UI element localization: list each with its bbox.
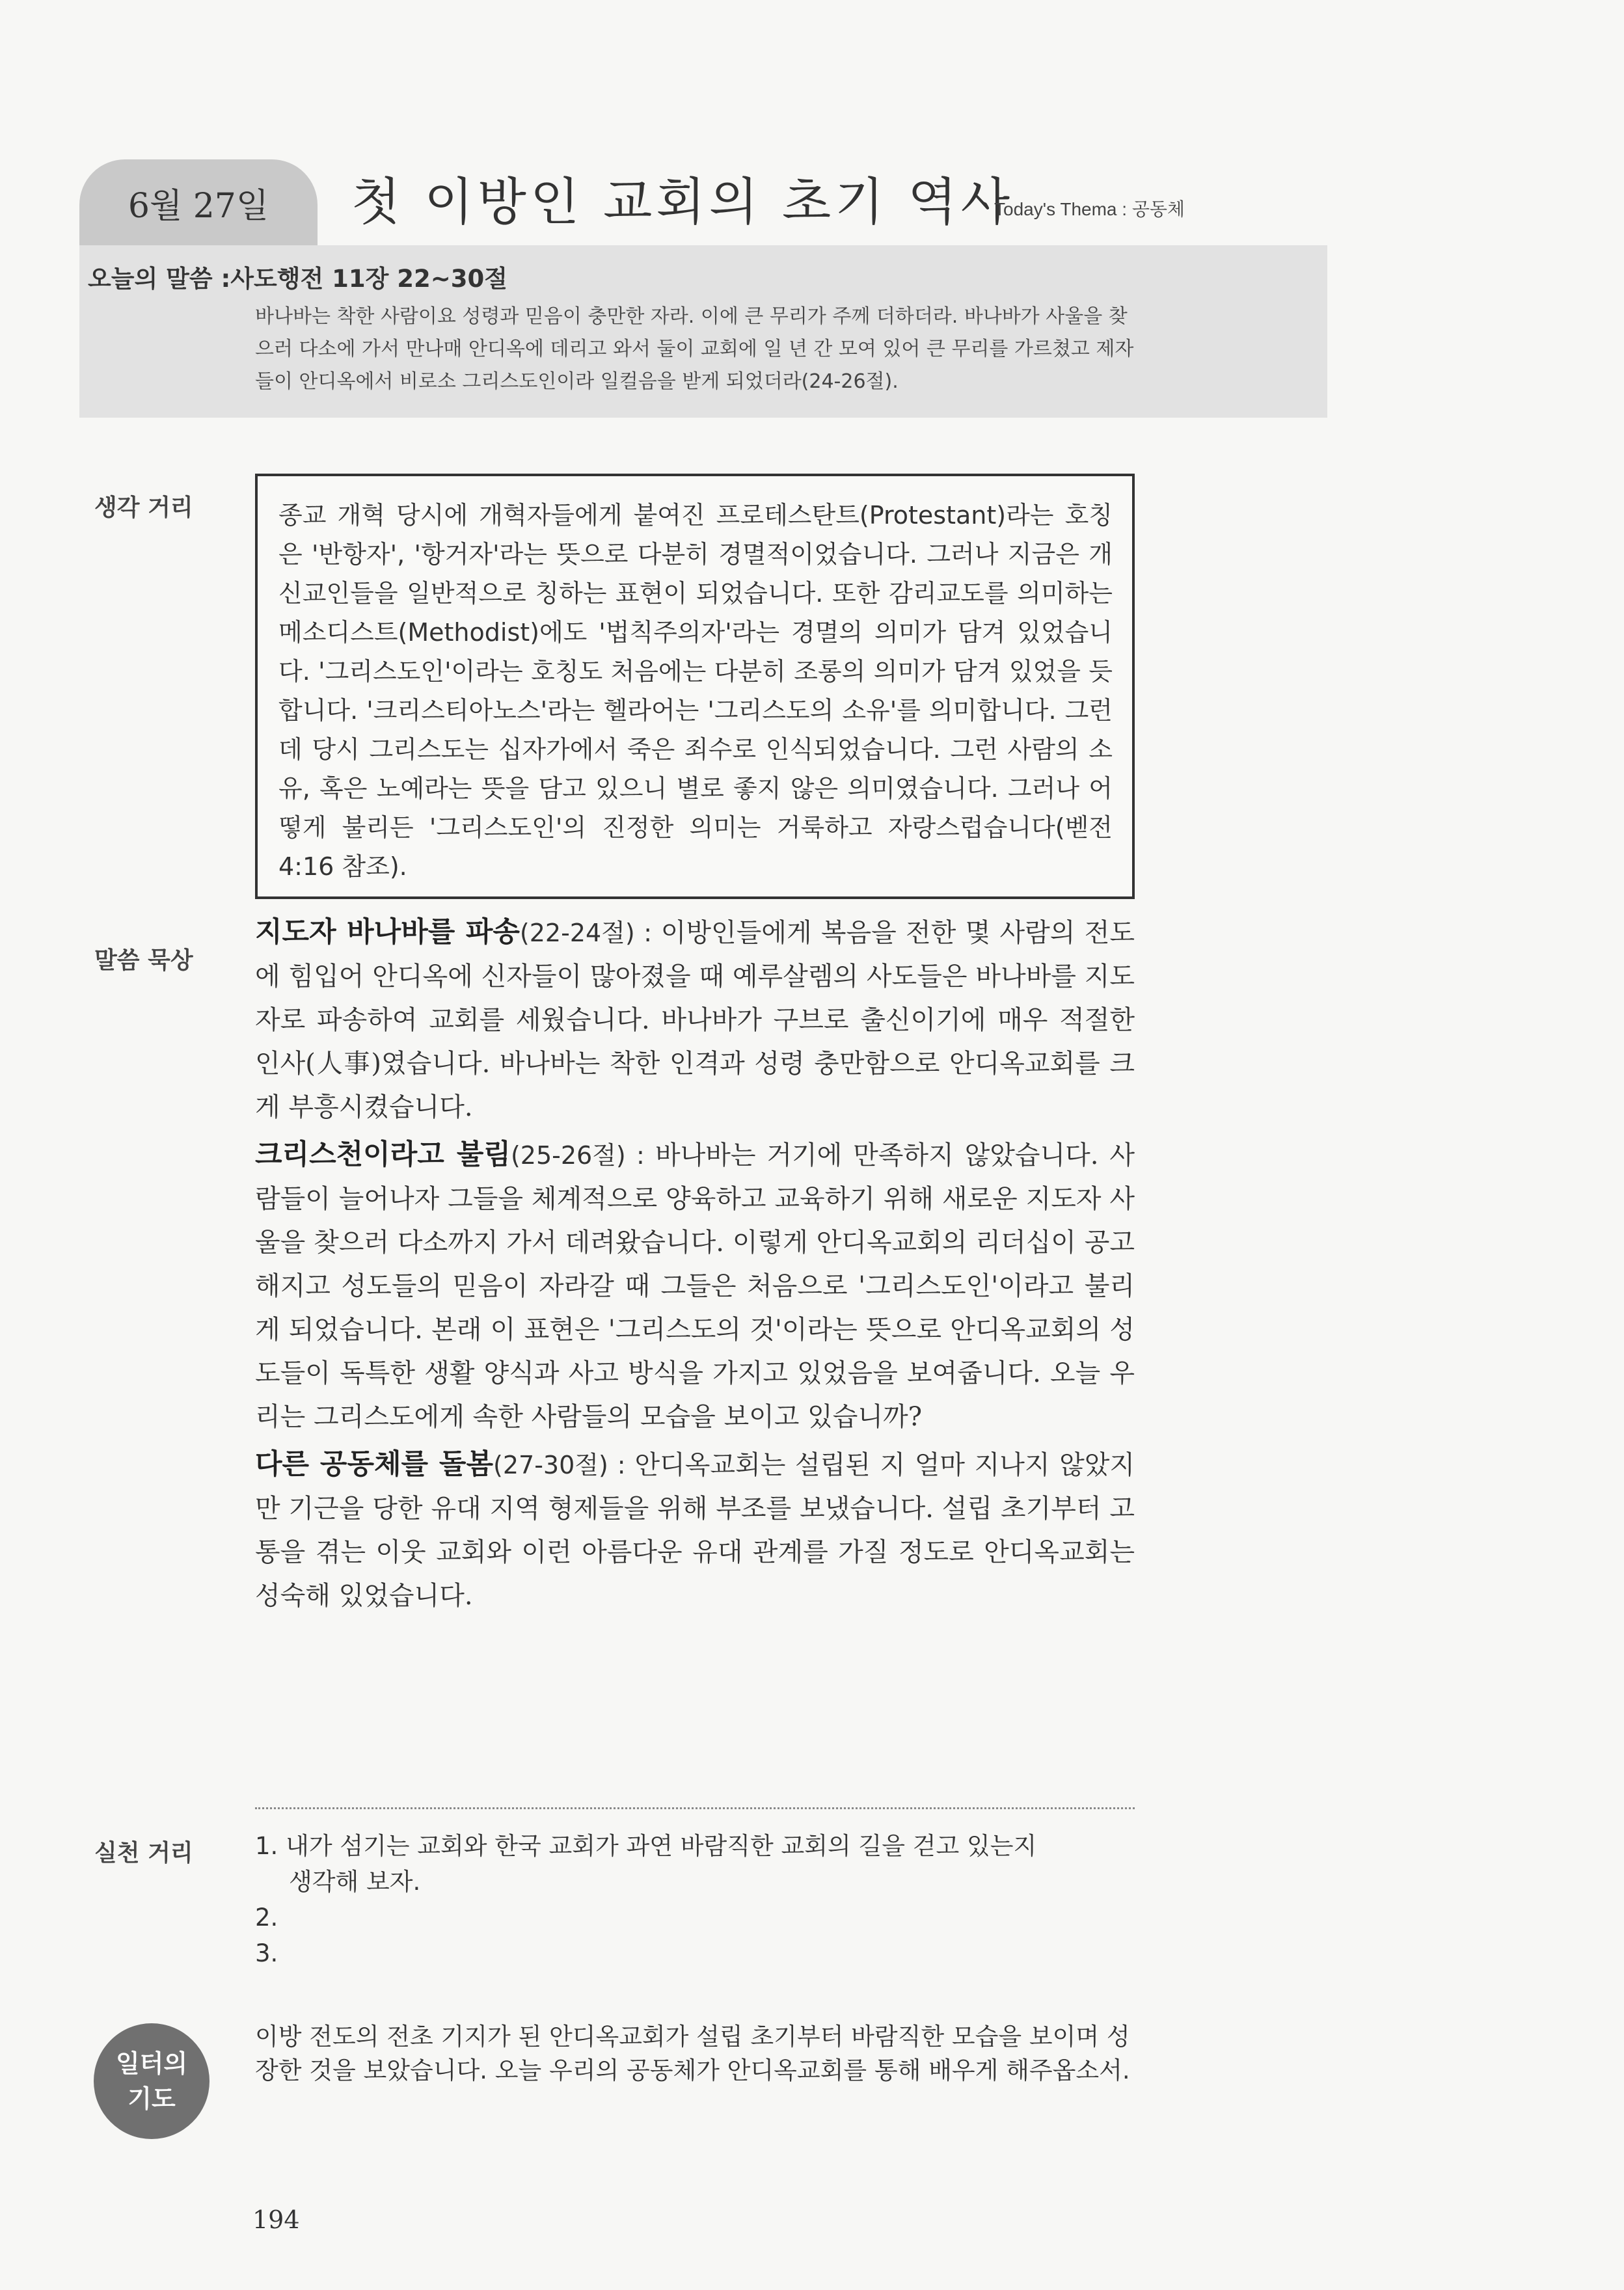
practice-item bbox=[255, 1828, 1135, 1864]
practice-item bbox=[255, 1935, 1135, 1971]
meditation-text: 이방인들에게 복음을 전한 몇 사람의 전도에 힘입어 안디옥에 신자들이 많아졌을 때 예루살렘의 사도들은 바나바를 지도자로 파송하여 교회를 세웠습니다. 바나바가 구브로 출신이기에 매우 적절한 인사(人事)였습니다. 바나바는 착한 인격과 성령 충만함으로 안디옥교회를 크게 부흥시켰습니다. bbox=[255, 918, 1135, 1122]
meditation-reference: (25-26절) : bbox=[510, 1141, 655, 1170]
think-text: 종교 개혁 당시에 개혁자들에게 붙여진 프로테스탄트(Protestant)라는 호칭은 '반항자', '항거자'라는 뜻으로 다분히 경멸적이었습니다. 그러나 지금은 개신교인들을 일반적으로 칭하는 표현이 되었습니다. 또한 감리교도를 의미하는 메소디스트(Methodist)에도 '법칙주의자'라는 경멸의 의미가 담겨 있었습니다. '그리스도인'이라는 호칭도 처음에는 다분히 조롱의 의미가 담겨 있었을 듯합니다. '크리스티아노스'라는 헬라어는 '그리스도의 소유'를 의미합니다. 그런데 당시 그리스도는 십자가에서 죽은 죄수로 인식되었습니다. 그런 사람의 소유, 혹은 노예라는 뜻을 담고 있으니 별로 좋지 않은 의미였습니다. 그러나 어떻게 불리든 '그리스도인'의 진정한 의미는 거룩하고 자랑스럽습니다(벧전 4:16 참조). bbox=[278, 501, 1113, 881]
meditation-text: 바나바는 거기에 만족하지 않았습니다. 사람들이 늘어나자 그들을 체계적으로 양육하고 교육하기 위해 새로운 지도자 사울을 찾으러 다소까지 가서 데려왔습니다. 이렇게 안디옥교회의 리더십이 공고해지고 성도들의 믿음이 자라갈 때 그들은 처음으로 '그리스도인'이라고 불리게 되었습니다. 본래 이 표현은 '그리스도의 것'이라는 뜻으로 안디옥교회의 성도들이 독특한 생활 양식과 사고 방식을 가지고 있었음을 보여줍니다. 오늘 우리는 그리스도에게 속한 사람들의 모습을 보이고 있습니까? bbox=[255, 1140, 1135, 1432]
think-label: 생각 거리 bbox=[94, 494, 193, 521]
section-divider bbox=[255, 1807, 1135, 1809]
meditation-paragraph bbox=[255, 1443, 1135, 1618]
meditation-label: 말씀 묵상 bbox=[94, 947, 193, 974]
meditation-reference: (22-24절) : bbox=[519, 919, 661, 947]
page-title: 첫 이방인 교회의 초기 역사 bbox=[351, 173, 1014, 232]
prayer-badge-line1: 일터의 bbox=[115, 2049, 188, 2078]
practice-item-text: 내가 섬기는 교회와 한국 교회가 과연 바람직한 교회의 길을 걷고 있는지 bbox=[286, 1832, 1037, 1860]
meditation-body bbox=[255, 911, 1135, 1622]
meditation-reference: (27-30절) : bbox=[493, 1451, 635, 1479]
meditation-subtitle: 다른 공동체를 돌봄 bbox=[255, 1448, 494, 1481]
todays-word-text: 바나바는 착한 사람이요 성령과 믿음이 충만한 자라. 이에 큰 무리가 주께 더하더라. 바나바가 사울을 찾으러 다소에 가서 만나매 안디옥에 데리고 와서 둘이 교회에 일 년 간 모여 있어 큰 무리를 가르쳤고 제자들이 안디옥에서 비로소 그리스도인이라 일컬음을 받게 되었더라(24-26절). bbox=[255, 305, 1134, 393]
todays-word-heading bbox=[88, 259, 508, 294]
practice-item bbox=[255, 1900, 1135, 1935]
todays-theme: Today's Thema : 공동체 bbox=[994, 199, 1185, 219]
meditation-subtitle: 크리스천이라고 불림 bbox=[255, 1138, 511, 1171]
prayer-badge-line2: 기도 bbox=[128, 2084, 176, 2113]
todays-word-label: 오늘의 말씀 bbox=[88, 265, 213, 293]
prayer-badge bbox=[94, 2023, 210, 2139]
think-box bbox=[255, 474, 1135, 899]
practice-label: 실천 거리 bbox=[94, 1840, 193, 1866]
practice-list bbox=[255, 1828, 1135, 1971]
todays-word-reference: :사도행전 11장 22~30절 bbox=[221, 265, 508, 293]
date-tab: 6월 27일 bbox=[79, 159, 318, 245]
meditation-paragraph bbox=[255, 911, 1135, 1129]
practice-item-number: 2. bbox=[255, 1904, 278, 1932]
practice-item-number: 3. bbox=[255, 1939, 278, 1967]
prayer-text: 이방 전도의 전초 기지가 된 안디옥교회가 설립 초기부터 바람직한 모습을 보이며 성장한 것을 보았습니다. 오늘 우리의 공동체가 안디옥교회를 통해 배우게 해주옵소서. bbox=[255, 2023, 1130, 2084]
meditation-subtitle: 지도자 바나바를 파송 bbox=[255, 916, 520, 949]
meditation-text: 안디옥교회는 설립된 지 얼마 지나지 않았지만 기근을 당한 유대 지역 형제들을 위해 부조를 보냈습니다. 설립 초기부터 고통을 겪는 이웃 교회와 이런 아름다운 유대 관계를 가질 정도로 안디옥교회는 성숙해 있었습니다. bbox=[255, 1450, 1135, 1611]
practice-item-continuation: 생각해 보자. bbox=[289, 1868, 421, 1896]
practice-item-number: 1. bbox=[255, 1832, 278, 1860]
page-number: 194 bbox=[252, 2205, 300, 2234]
meditation-paragraph bbox=[255, 1133, 1135, 1439]
